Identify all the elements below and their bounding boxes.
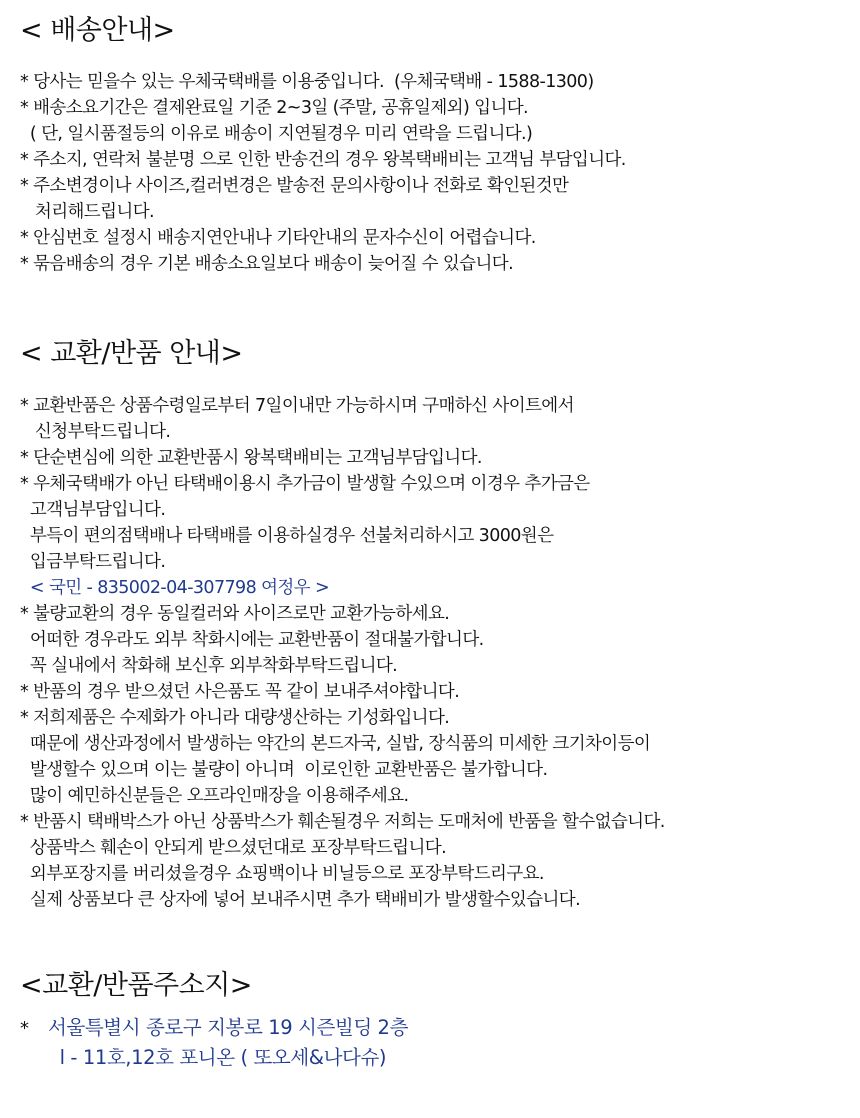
address-unit-text: l - 11호,12호 포니온 ( 또오세&나다슈) <box>48 1046 387 1069</box>
exchange-line: * 우체국택배가 아닌 타택배이용시 추가금이 발생할 수있으며 이경우 추가금은 <box>20 474 590 494</box>
exchange-line: 어떠한 경우라도 외부 착화시에는 교환반품이 절대불가합니다. <box>20 630 484 650</box>
exchange-line: 상품박스 훼손이 안되게 받으셨던대로 포장부탁드립니다. <box>20 838 447 858</box>
exchange-line: * 저희제품은 수제화가 아니라 대량생산하는 기성화입니다. <box>20 708 450 728</box>
exchange-line: 부득이 편의점택배나 타택배를 이용하실경우 선불처리하시고 3000원은 <box>20 526 554 546</box>
exchange-info-list <box>20 393 665 913</box>
shipping-line: * 안심번호 설정시 배송지연안내나 기타안내의 문자수신이 어렵습니다. <box>20 228 536 248</box>
exchange-line: 입금부탁드립니다. <box>20 552 166 572</box>
return-address-line-2 <box>20 1043 408 1072</box>
exchange-line: 많이 예민하신분들은 오프라인매장을 이용해주세요. <box>20 786 409 806</box>
return-address-line-1 <box>20 1013 408 1043</box>
exchange-heading: < 교환/반품 안내> <box>20 338 243 369</box>
exchange-line: 꼭 실내에서 착화해 보신후 외부착화부탁드립니다. <box>20 656 398 676</box>
exchange-line: 신청부탁드립니다. <box>20 422 171 442</box>
exchange-line: * 반품의 경우 받으셨던 사은품도 꼭 같이 보내주셔야합니다. <box>20 682 460 702</box>
exchange-line: 외부포장지를 버리셨을경우 쇼핑백이나 비닐등으로 포장부탁드리구요. <box>20 864 544 884</box>
shipping-line: * 묶음배송의 경우 기본 배송소요일보다 배송이 늦어질 수 있습니다. <box>20 254 514 274</box>
return-address <box>20 1013 408 1072</box>
address-text: 서울특별시 종로구 지봉로 19 시즌빌딩 2층 <box>48 1016 409 1039</box>
shipping-info-list <box>20 69 626 277</box>
bank-account-line: < 국민 - 835002-04-307798 여정우 > <box>20 578 330 598</box>
exchange-line: 실제 상품보다 큰 상자에 넣어 보내주시면 추가 택배비가 발생할수있습니다. <box>20 890 581 910</box>
bullet-star: * <box>20 1018 29 1039</box>
exchange-line: * 불량교환의 경우 동일컬러와 사이즈로만 교환가능하세요. <box>20 604 450 624</box>
shipping-line: * 배송소요기간은 결제완료일 기준 2~3일 (주말, 공휴일제외) 입니다. <box>20 98 529 118</box>
exchange-line: 때문에 생산과정에서 발생하는 약간의 본드자국, 실밥, 장식품의 미세한 크기차이등이 <box>20 734 651 754</box>
shipping-line: * 주소변경이나 사이즈,컬러변경은 발송전 문의사항이나 전화로 확인된것만 <box>20 176 569 196</box>
shipping-line: * 당사는 믿을수 있는 우체국택배를 이용중입니다. (우체국택배 - 1588-1300) <box>20 72 594 92</box>
exchange-line: * 단순변심에 의한 교환반품시 왕복택배비는 고객님부담입니다. <box>20 448 482 468</box>
shipping-heading: < 배송안내> <box>20 15 175 46</box>
exchange-line: 발생할수 있으며 이는 불량이 아니며 이로인한 교환반품은 불가합니다. <box>20 760 548 780</box>
shipping-line: ( 단, 일시품절등의 이유로 배송이 지연될경우 미리 연락을 드립니다.) <box>20 124 533 144</box>
exchange-line: 고객님부담입니다. <box>20 500 166 520</box>
shipping-line: * 주소지, 연락처 불분명 으로 인한 반송건의 경우 왕복택배비는 고객님 부담입니다. <box>20 150 626 170</box>
shipping-line: 처리해드립니다. <box>20 202 154 222</box>
exchange-line: * 반품시 택배박스가 아닌 상품박스가 훼손될경우 저희는 도매처에 반품을 할수없습니다. <box>20 812 665 832</box>
exchange-line: * 교환반품은 상품수령일로부터 7일이내만 가능하시며 구매하신 사이트에서 <box>20 396 574 416</box>
return-address-heading: <교환/반품주소지> <box>20 970 252 1001</box>
